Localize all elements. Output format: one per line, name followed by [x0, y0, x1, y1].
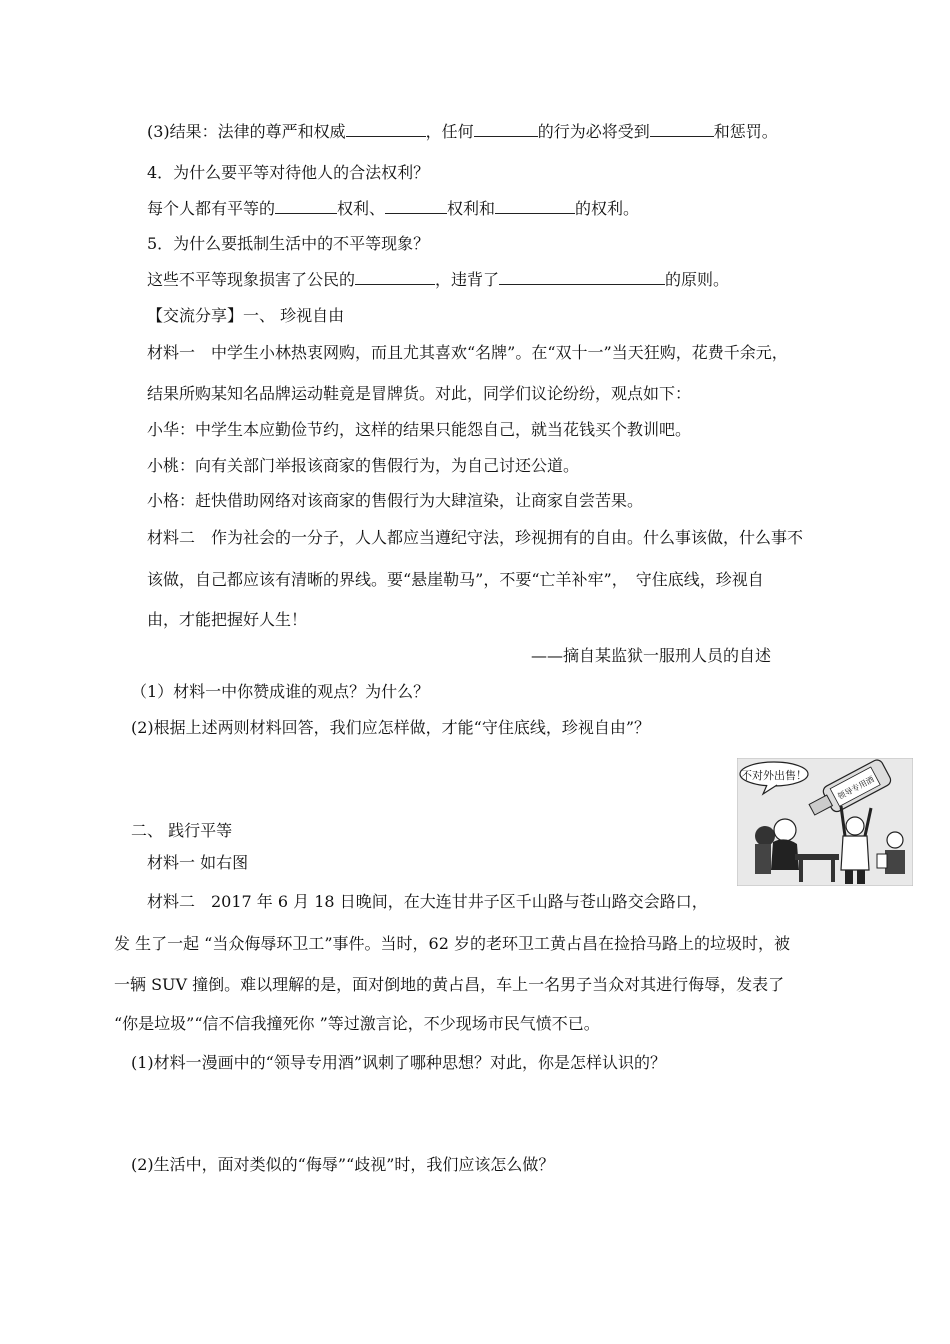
bubble-text: 不对外出售！ — [741, 769, 807, 782]
section1-material1-line1: 材料一 中学生小林热衷网购，而且尤其喜欢“名牌”。在“双十一”当天狂购，花费千余元， — [147, 343, 788, 362]
section2-question1: (1)材料一漫画中的“领导专用酒”讽刺了哪种思想？对此，你是怎样认识的？ — [131, 1053, 667, 1072]
q4-ans-suffix: 的权利。 — [575, 199, 640, 218]
section1-material2-line3: 由，才能把握好人生！ — [147, 610, 308, 629]
q4-answer-line — [147, 199, 639, 219]
cartoon-illustration — [737, 758, 913, 886]
section2-material2-line3: 一辆 SUV 撞倒。难以理解的是，面对倒地的黄占昌，车上一名男子当众对其进行侮辱，发表了 — [114, 975, 785, 994]
section1-question1: （1）材料一中你赞成谁的观点？为什么？ — [131, 682, 430, 701]
blank-7[interactable] — [355, 270, 435, 285]
section2-material2-line2: 发 生了一起 “当众侮辱环卫工”事件。当时，62 岁的老环卫工黄占昌在捡拾马路上的垃圾时，被 — [114, 934, 790, 953]
section1-material1-line2: 结果所购某知名品牌运动鞋竟是冒牌货。对此，同学们议论纷纷，观点如下： — [147, 384, 692, 403]
section1-material2-line2: 该做，自己都应该有清晰的界线。要“悬崖勒马”，不要“亡羊补牢”， 守住底线，珍视自 — [147, 570, 764, 589]
q4-ans-prefix: 每个人都有平等的 — [147, 199, 276, 218]
q5-question: 5．为什么要抵制生活中的不平等现象？ — [147, 234, 430, 253]
section1-material2-line1: 材料二 作为社会的一分子，人人都应当遵纪守法，珍视拥有的自由。什么事该做，什么事不 — [147, 528, 804, 547]
q5-answer-line — [147, 270, 729, 290]
opinion-xiaoge: 小格：赶快借助网络对该商家的售假行为大肆渲染，让商家自尝苦果。 — [147, 491, 644, 510]
q4-question: 4．为什么要平等对待他人的合法权利？ — [147, 163, 430, 182]
q4-ans-mid2: 权利和 — [447, 199, 496, 218]
q3-result-suffix: 和惩罚。 — [713, 122, 778, 141]
section1-question2: (2)根据上述两则材料回答，我们应怎样做，才能“守住底线，珍视自由”？ — [131, 718, 651, 737]
q3-result-line — [147, 122, 778, 142]
section2-material2-line4: “你是垃圾”“信不信我撞死你 ”等过激言论，不少现场市民气愤不已。 — [114, 1014, 600, 1033]
section2-material2-line1: 材料二 2017 年 6 月 18 日晚间，在大连甘井子区千山路与苍山路交会路口， — [147, 892, 708, 911]
opinion-xiaotao: 小桃：向有关部门举报该商家的售假行为，为自己讨还公道。 — [147, 456, 580, 475]
q3-result-mid1: ，任何 — [425, 122, 474, 141]
opinion-xiaohua: 小华：中学生本应勤俭节约，这样的结果只能怨自己，就当花钱买个教训吧。 — [147, 420, 692, 439]
section2-material1: 材料一 如右图 — [147, 853, 249, 872]
q5-ans-mid: ，违背了 — [435, 270, 500, 289]
cartoon-image — [737, 758, 913, 886]
section1-heading: 【交流分享】一、 珍视自由 — [147, 306, 345, 325]
blank-6[interactable] — [495, 199, 575, 214]
bottle-label: 领导专用酒 — [836, 774, 876, 802]
blank-2[interactable] — [474, 122, 538, 137]
blank-8[interactable] — [499, 270, 665, 285]
q5-ans-prefix: 这些不平等现象损害了公民的 — [147, 270, 356, 289]
q3-result-prefix: (3)结果：法律的尊严和权威 — [147, 122, 346, 141]
q5-ans-suffix: 的原则。 — [665, 270, 730, 289]
section2-heading: 二、 践行平等 — [131, 821, 233, 840]
quote-source: ——摘自某监狱一服刑人员的自述 — [531, 646, 772, 665]
q3-result-mid2: 的行为必将受到 — [537, 122, 650, 141]
blank-4[interactable] — [275, 199, 337, 214]
blank-5[interactable] — [385, 199, 447, 214]
blank-3[interactable] — [650, 122, 714, 137]
q4-ans-mid1: 权利、 — [337, 199, 386, 218]
blank-1[interactable] — [346, 122, 426, 137]
section2-question2: (2)生活中，面对类似的“侮辱”“歧视”时，我们应该怎么做？ — [131, 1155, 555, 1174]
